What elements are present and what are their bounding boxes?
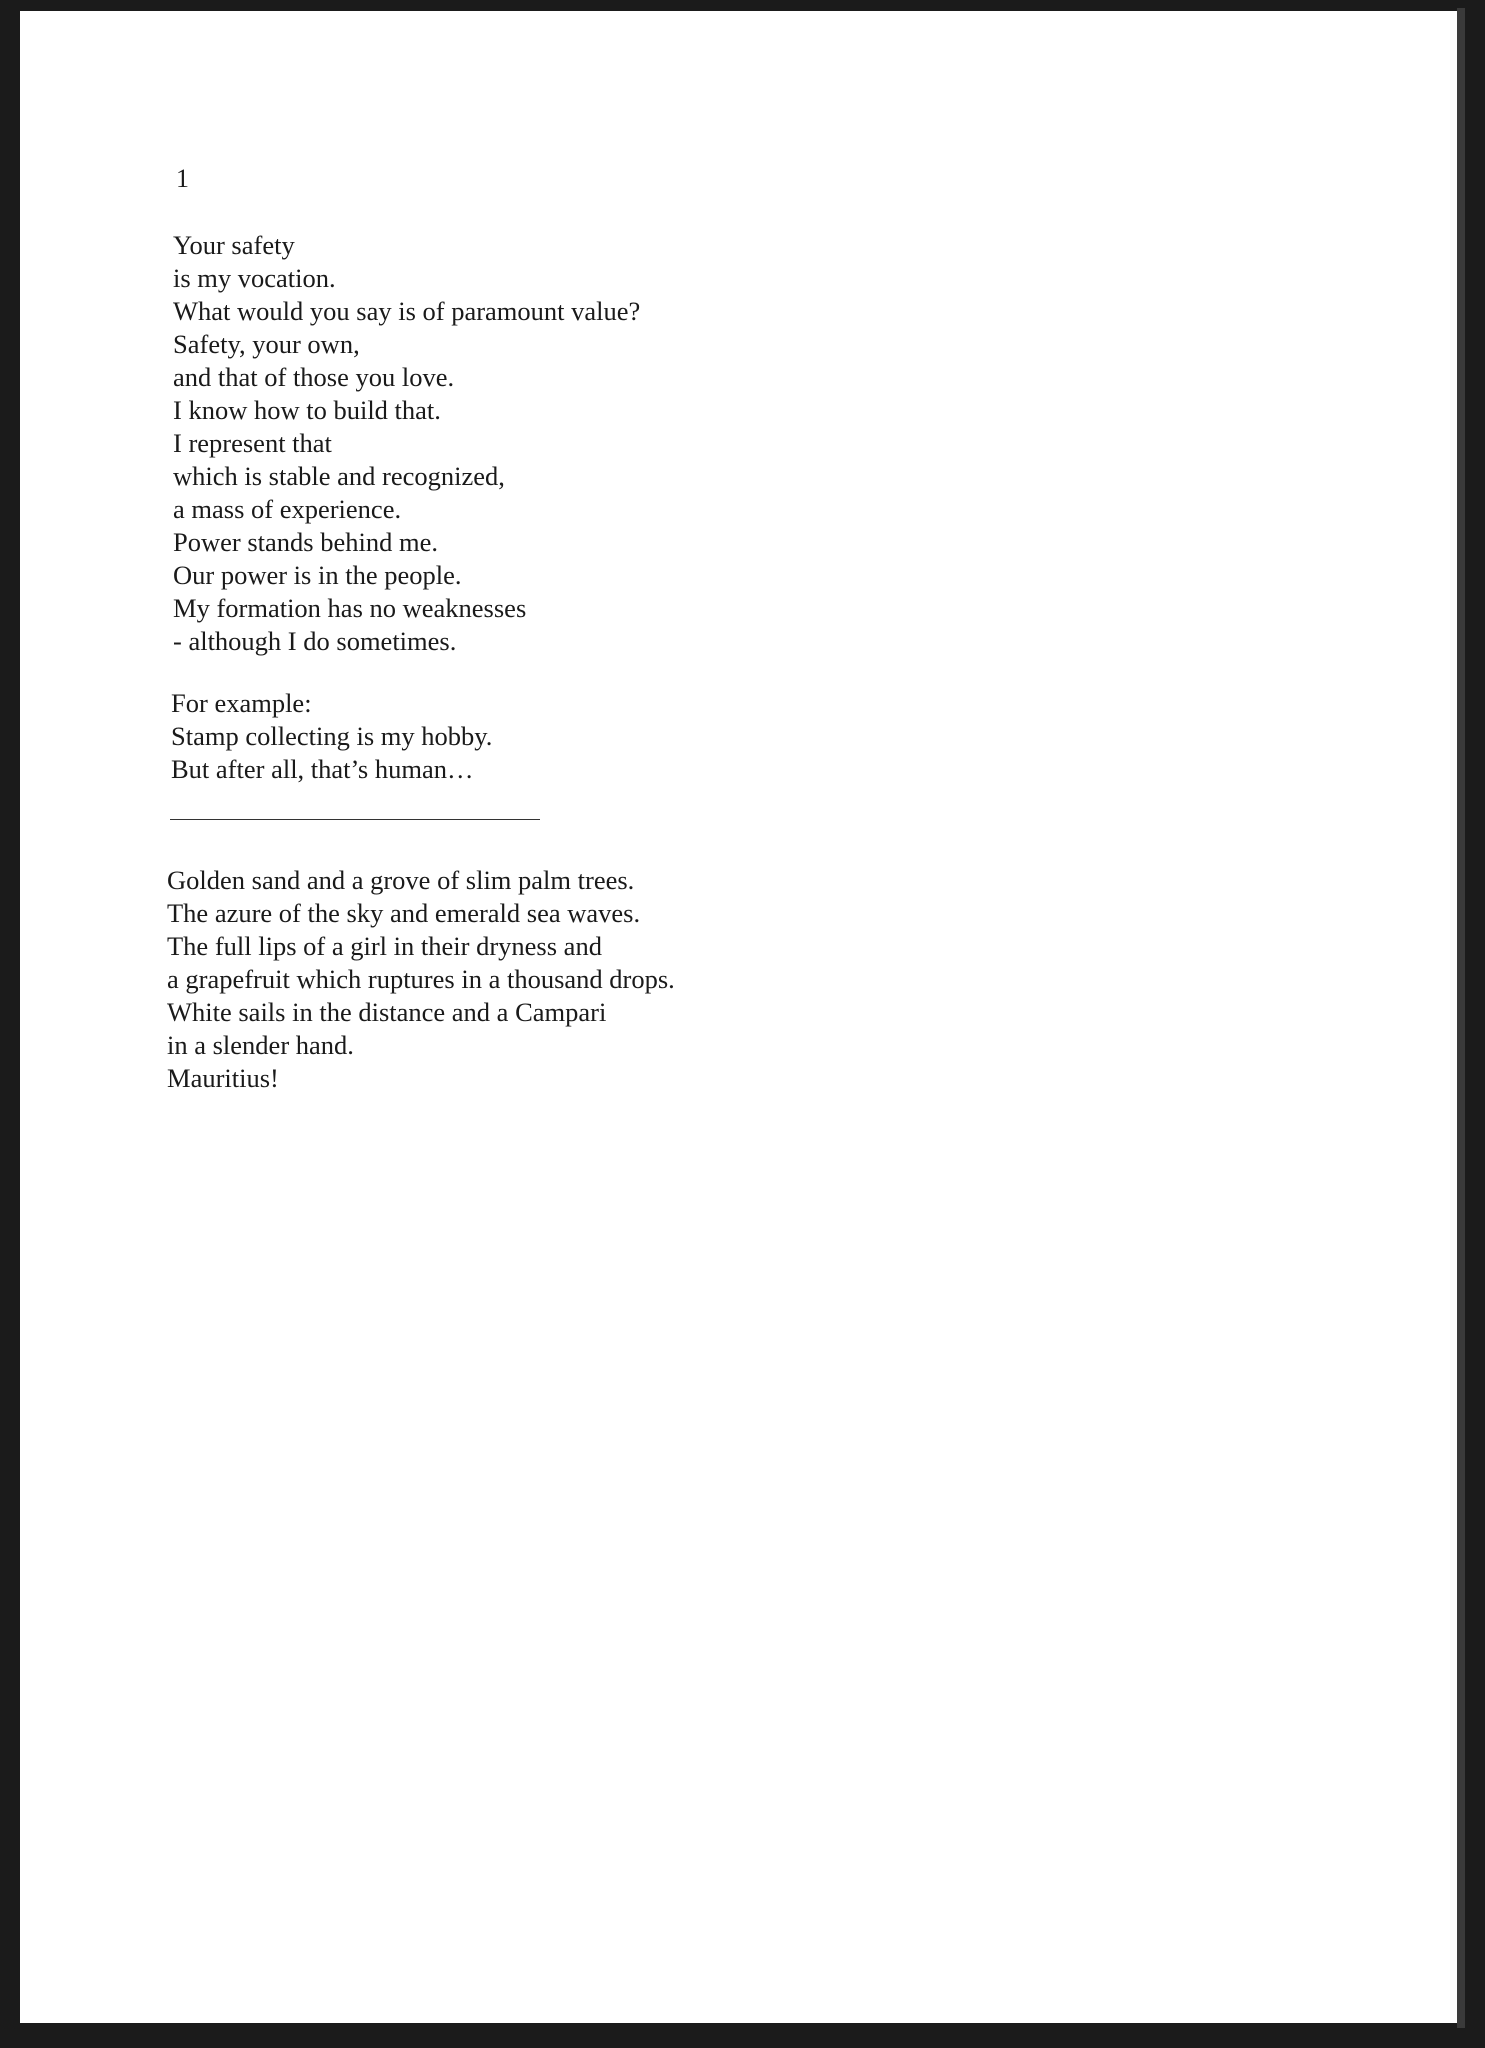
poem-2 <box>167 864 675 1095</box>
poem-line: in a slender hand. <box>167 1030 354 1060</box>
poem-line: - although I do sometimes. <box>173 626 457 656</box>
poem-line: is my vocation. <box>173 263 336 293</box>
section-divider <box>170 819 540 820</box>
poem-line: a mass of experience. <box>173 494 402 524</box>
poem-1-stanza-2 <box>171 687 492 786</box>
poem-line: The full lips of a girl in their dryness and <box>167 931 602 961</box>
poem-line: What would you say is of paramount value? <box>173 296 641 326</box>
poem-line: Mauritius! <box>167 1063 279 1093</box>
poem-line: a grapefruit which ruptures in a thousand drops. <box>167 964 675 994</box>
poem-1-stanza-1 <box>173 229 640 658</box>
poem-line: which is stable and recognized, <box>173 461 505 491</box>
poem-line: The azure of the sky and emerald sea waves. <box>167 898 641 928</box>
poem-line: White sails in the distance and a Campari <box>167 997 607 1027</box>
poem-line: Safety, your own, <box>173 329 360 359</box>
poem-line: I know how to build that. <box>173 395 441 425</box>
poem-line: Stamp collecting is my hobby. <box>171 721 493 751</box>
page-edge-shadow <box>1457 8 1465 2028</box>
poem-line: Our power is in the people. <box>173 560 462 590</box>
poem-line: Your safety <box>173 230 295 260</box>
page-number: 1 <box>176 164 189 193</box>
poem-line: But after all, that’s human… <box>171 754 474 784</box>
poem-line: I represent that <box>173 428 332 458</box>
poem-line: Golden sand and a grove of slim palm trees. <box>167 865 635 895</box>
poem-line: Power stands behind me. <box>173 527 438 557</box>
poem-line: and that of those you love. <box>173 362 455 392</box>
poem-line: For example: <box>171 688 312 718</box>
poem-line: My formation has no weaknesses <box>173 593 527 623</box>
